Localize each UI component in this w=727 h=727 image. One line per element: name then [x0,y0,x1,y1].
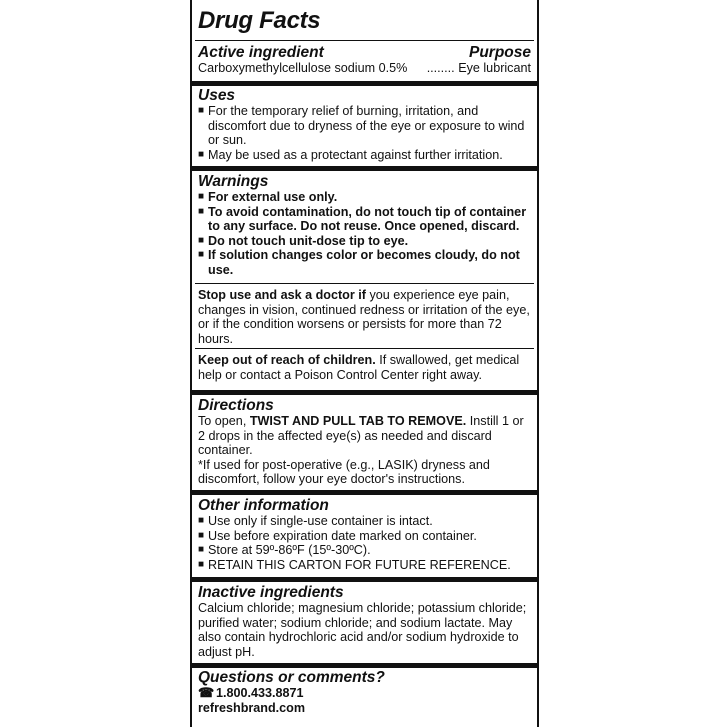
keep-out-paragraph: Keep out of reach of children. If swallowed, get medical help or contact a Poison Control Center right away. [198,353,520,382]
other-information-heading: Other information [198,497,329,514]
uses-item: ■ May be used as a protectant against further irritation. [198,147,503,162]
telephone-icon: ☎ [198,685,215,700]
phone-line [198,686,531,701]
bullet-icon: ■ [198,529,205,541]
warnings-section [192,173,537,278]
uses-item: ■ For the temporary relief of burning, irritation, and discomfort due to dryness of the eye or exposure to wind or sun. [198,104,525,148]
active-ingredient-heading: Active ingredient [198,44,324,61]
inactive-ingredients-section [192,584,537,659]
section-divider [192,390,537,395]
bullet-icon: ■ [198,205,205,217]
purpose-heading: Purpose [468,44,531,61]
questions-heading: Questions or comments? [198,669,385,686]
directions-note: *If used for post-operative (e.g., LASIK) dryness and discomfort, follow your eye doctor's instructions. [198,457,490,487]
active-ingredient-name: Carboxymethylcellulose sodium 0.5% [198,61,408,75]
other-item: ■ RETAIN THIS CARTON FOR FUTURE REFERENCE. [198,557,511,572]
divider [195,283,534,284]
inactive-ingredients-text: Calcium chloride; magnesium chloride; potassium chloride; purified water; sodium chloride; and sodium lactate. May also contain hydrochloric acid and/or sodium hydroxide to adjust pH. [198,601,527,659]
warnings-item: ■ Do not touch unit-dose tip to eye. [198,233,409,248]
section-divider [192,81,537,86]
other-item: ■ Use only if single-use container is intact. [198,514,433,528]
phone-number[interactable]: 1.800.433.8871 [216,686,304,700]
uses-section [192,87,537,162]
bullet-icon: ■ [198,558,205,570]
drug-facts-panel [190,0,539,727]
bullet-icon: ■ [198,148,205,160]
bullet-icon: ■ [198,234,205,246]
directions-heading: Directions [198,397,274,414]
title-section [192,8,537,34]
stop-use-paragraph: Stop use and ask a doctor if you experience eye pain, changes in vision, continued redness or irritation of the eye, or if the condition worsens or persists for more than 72 hours. [198,288,530,346]
section-divider [192,577,537,582]
other-item: ■ Use before expiration date marked on container. [198,528,477,543]
other-item: ■ Store at 59º-86ºF (15º-30ºC). [198,543,371,558]
section-divider [192,490,537,495]
questions-section [192,669,537,715]
section-divider [192,166,537,171]
active-ingredient-section [192,44,537,76]
page-title: Drug Facts [198,7,321,34]
divider [195,348,534,349]
other-information-section [192,497,537,572]
warnings-item: ■ For external use only. [198,190,338,204]
warnings-item: ■ If solution changes color or becomes cloudy, do not use. [198,248,520,277]
bullet-icon: ■ [198,191,205,202]
uses-heading: Uses [198,87,236,104]
bullet-icon: ■ [198,515,205,526]
directions-section [192,397,537,487]
section-divider [192,663,537,668]
inactive-ingredients-heading: Inactive ingredients [198,584,344,601]
warnings-heading: Warnings [198,173,269,190]
website-link[interactable]: refreshbrand.com [198,700,306,715]
bullet-icon: ■ [198,544,205,556]
warnings-item: ■ To avoid contamination, do not touch tip of container to any surface. Do not reuse. Once opened, discard. [198,204,527,234]
bullet-icon: ■ [198,105,205,116]
bullet-icon: ■ [198,249,205,261]
divider [195,40,534,41]
leader-dots: ........ [426,61,455,75]
directions-text: To open, TWIST AND PULL TAB TO REMOVE. Instill 1 or 2 drops in the affected eye(s) as needed and discard container. [198,414,524,458]
purpose-value: Eye lubricant [458,61,531,75]
